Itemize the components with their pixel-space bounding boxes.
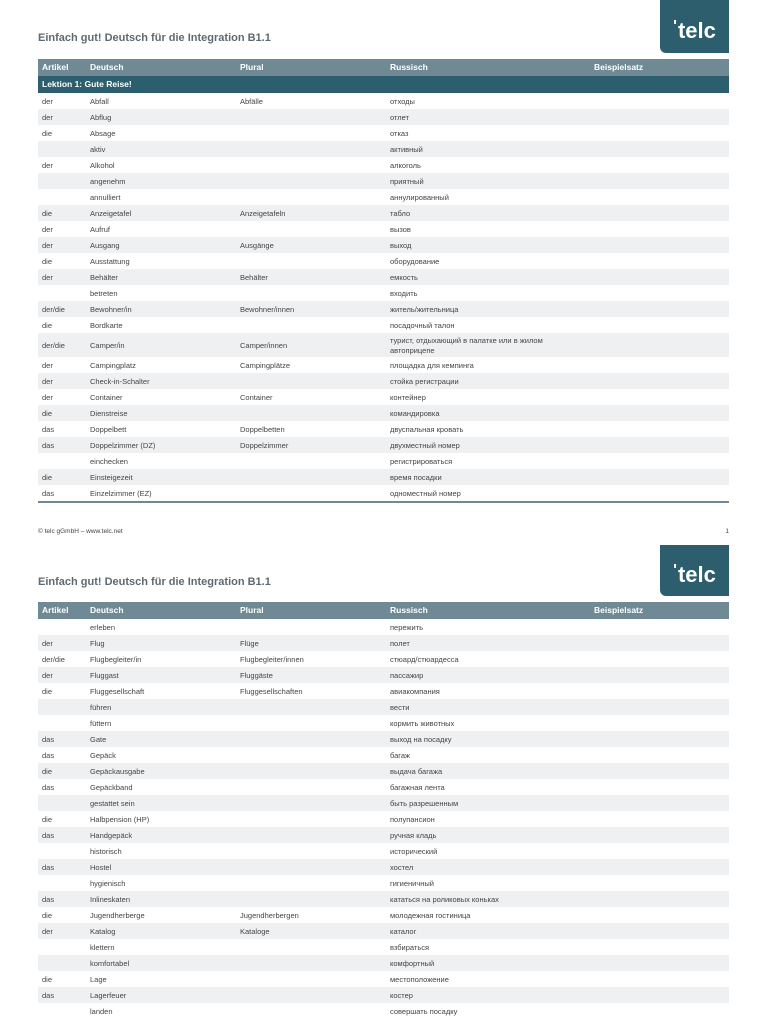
cell-russisch: багажная лента bbox=[390, 783, 445, 792]
cell-deutsch: Container bbox=[90, 393, 123, 402]
table-row bbox=[38, 205, 729, 221]
table-row bbox=[38, 301, 729, 317]
cell-russisch: двуспальная кровать bbox=[390, 425, 464, 434]
cell-russisch: оборудование bbox=[390, 257, 440, 266]
cell-deutsch: Camper/in bbox=[90, 341, 125, 350]
page-footer bbox=[38, 528, 729, 535]
logo-text: telc bbox=[677, 18, 716, 43]
cell-deutsch: Einzelzimmer (EZ) bbox=[90, 489, 152, 498]
cell-artikel: das bbox=[42, 441, 55, 450]
cell-artikel: das bbox=[42, 783, 55, 792]
cell-artikel: der bbox=[42, 97, 53, 106]
table-row bbox=[38, 173, 729, 189]
cell-russisch: пережить bbox=[390, 623, 424, 632]
cell-russisch: багаж bbox=[390, 751, 411, 760]
cell-deutsch: führen bbox=[90, 703, 112, 712]
cell-deutsch: Abfall bbox=[90, 97, 109, 106]
cell-russisch: контейнер bbox=[390, 393, 426, 402]
cell-artikel: die bbox=[42, 975, 53, 984]
cell-russisch: отказ bbox=[390, 129, 409, 138]
table-row bbox=[38, 125, 729, 141]
table-row bbox=[38, 651, 729, 667]
cell-deutsch: Ausstattung bbox=[90, 257, 130, 266]
cell-plural: Flugbegleiter/innen bbox=[240, 655, 304, 664]
table-row bbox=[38, 763, 729, 779]
table-row bbox=[38, 971, 729, 987]
table-row bbox=[38, 453, 729, 469]
table-row bbox=[38, 141, 729, 157]
header-artikel: Artikel bbox=[42, 605, 69, 615]
cell-artikel: die bbox=[42, 473, 53, 482]
cell-artikel: das bbox=[42, 751, 55, 760]
table-row bbox=[38, 747, 729, 763]
cell-artikel: die bbox=[42, 257, 53, 266]
header-plural: Plural bbox=[240, 605, 264, 615]
cell-deutsch: Check-in-Schalter bbox=[90, 377, 150, 386]
cell-plural: Camper/innen bbox=[240, 341, 288, 350]
document-title: Einfach gut! Deutsch für die Integration B1.1 bbox=[38, 576, 271, 588]
cell-artikel: die bbox=[42, 767, 53, 776]
table-row bbox=[38, 157, 729, 173]
cell-plural: Campingplätze bbox=[240, 361, 291, 370]
cell-deutsch: klettern bbox=[90, 943, 115, 952]
footer-copyright: © telc gGmbH – www.telc.net bbox=[38, 528, 123, 535]
cell-russisch: каталог bbox=[390, 927, 417, 936]
cell-deutsch: Lage bbox=[90, 975, 107, 984]
cell-russisch: выход bbox=[390, 241, 412, 250]
cell-plural: Ausgänge bbox=[240, 241, 274, 250]
cell-deutsch: Abflug bbox=[90, 113, 112, 122]
cell-deutsch: Bordkarte bbox=[90, 321, 123, 330]
telc-logo: 'telc bbox=[660, 0, 729, 53]
cell-plural: Doppelzimmer bbox=[240, 441, 289, 450]
cell-russisch: пассажир bbox=[390, 671, 424, 680]
cell-deutsch: annulliert bbox=[90, 193, 121, 202]
cell-deutsch: Anzeigetafel bbox=[90, 209, 132, 218]
cell-russisch: ручная кладь bbox=[390, 831, 437, 840]
cell-deutsch: Bewohner/in bbox=[90, 305, 132, 314]
table-body bbox=[38, 93, 729, 501]
cell-russisch: житель/жительница bbox=[390, 305, 459, 314]
cell-deutsch: Gepäckausgabe bbox=[90, 767, 145, 776]
cell-artikel: der/die bbox=[42, 655, 65, 664]
cell-artikel: der bbox=[42, 639, 53, 648]
cell-artikel: die bbox=[42, 911, 53, 920]
cell-deutsch: Lagerfeuer bbox=[90, 991, 127, 1000]
cell-plural: Flüge bbox=[240, 639, 259, 648]
table-header bbox=[38, 59, 729, 76]
cell-russisch: отлет bbox=[390, 113, 410, 122]
cell-russisch: полупансион bbox=[390, 815, 435, 824]
cell-russisch: исторический bbox=[390, 847, 438, 856]
cell-artikel: der bbox=[42, 393, 53, 402]
cell-plural: Abfälle bbox=[240, 97, 263, 106]
cell-artikel: das bbox=[42, 895, 55, 904]
cell-deutsch: gestattet sein bbox=[90, 799, 135, 808]
table-row bbox=[38, 715, 729, 731]
table-row bbox=[38, 285, 729, 301]
cell-deutsch: Hostel bbox=[90, 863, 112, 872]
cell-russisch: стойка регистрации bbox=[390, 377, 459, 386]
table-row bbox=[38, 955, 729, 971]
table-row bbox=[38, 731, 729, 747]
table-bottom-rule bbox=[38, 501, 729, 503]
header-deutsch: Deutsch bbox=[90, 605, 124, 615]
cell-deutsch: Alkohol bbox=[90, 161, 115, 170]
cell-plural: Kataloge bbox=[240, 927, 270, 936]
table-row bbox=[38, 189, 729, 205]
cell-artikel: der bbox=[42, 113, 53, 122]
table-row bbox=[38, 779, 729, 795]
table-row bbox=[38, 373, 729, 389]
table-row bbox=[38, 827, 729, 843]
cell-deutsch: Dienstreise bbox=[90, 409, 128, 418]
cell-russisch: командировка bbox=[390, 409, 440, 418]
cell-deutsch: Aufruf bbox=[90, 225, 111, 234]
cell-artikel: das bbox=[42, 831, 55, 840]
table-row bbox=[38, 253, 729, 269]
cell-russisch: костер bbox=[390, 991, 413, 1000]
cell-russisch: авиакомпания bbox=[390, 687, 440, 696]
cell-plural: Container bbox=[240, 393, 273, 402]
table-row bbox=[38, 421, 729, 437]
cell-artikel: die bbox=[42, 209, 53, 218]
cell-artikel: der bbox=[42, 927, 53, 936]
cell-artikel: der bbox=[42, 161, 53, 170]
cell-russisch: взбираться bbox=[390, 943, 430, 952]
table-row bbox=[38, 683, 729, 699]
page-2 bbox=[0, 545, 768, 1024]
cell-deutsch: historisch bbox=[90, 847, 122, 856]
cell-plural: Fluggesellschaften bbox=[240, 687, 303, 696]
cell-russisch: регистрироваться bbox=[390, 457, 453, 466]
table-row bbox=[38, 1003, 729, 1019]
page-number: 1 bbox=[725, 528, 729, 535]
cell-deutsch: aktiv bbox=[90, 145, 106, 154]
cell-deutsch: angenehm bbox=[90, 177, 126, 186]
cell-artikel: die bbox=[42, 129, 53, 138]
cell-deutsch: Gepäck bbox=[90, 751, 116, 760]
cell-artikel: der bbox=[42, 225, 53, 234]
cell-deutsch: Flugbegleiter/in bbox=[90, 655, 142, 664]
cell-russisch: турист, отдыхающий в палатке или в жилом автоприцепе bbox=[390, 336, 543, 355]
header-russisch: Russisch bbox=[390, 605, 428, 615]
table-row bbox=[38, 437, 729, 453]
table-row bbox=[38, 317, 729, 333]
cell-deutsch: Halbpension (HP) bbox=[90, 815, 150, 824]
header-artikel: Artikel bbox=[42, 62, 69, 72]
cell-deutsch: Ausgang bbox=[90, 241, 120, 250]
table-row bbox=[38, 93, 729, 109]
cell-deutsch: Gate bbox=[90, 735, 107, 744]
cell-deutsch: Flug bbox=[90, 639, 105, 648]
cell-deutsch: Doppelbett bbox=[90, 425, 127, 434]
table-body bbox=[38, 619, 729, 1019]
table-row bbox=[38, 843, 729, 859]
table-row bbox=[38, 619, 729, 635]
cell-deutsch: Inlineskaten bbox=[90, 895, 131, 904]
cell-artikel: die bbox=[42, 321, 53, 330]
cell-artikel: der/die bbox=[42, 305, 65, 314]
cell-russisch: аннулированный bbox=[390, 193, 449, 202]
cell-deutsch: hygienisch bbox=[90, 879, 126, 888]
cell-deutsch: füttern bbox=[90, 719, 112, 728]
cell-deutsch: Katalog bbox=[90, 927, 116, 936]
table-row bbox=[38, 811, 729, 827]
table-row bbox=[38, 389, 729, 405]
cell-deutsch: Handgepäck bbox=[90, 831, 133, 840]
cell-artikel: das bbox=[42, 489, 55, 498]
cell-deutsch: Absage bbox=[90, 129, 116, 138]
cell-deutsch: Einsteigezeit bbox=[90, 473, 133, 482]
cell-russisch: отходы bbox=[390, 97, 415, 106]
cell-russisch: комфортный bbox=[390, 959, 435, 968]
cell-russisch: кормить животных bbox=[390, 719, 455, 728]
cell-artikel: der bbox=[42, 361, 53, 370]
table-row bbox=[38, 699, 729, 715]
table-row bbox=[38, 667, 729, 683]
cell-russisch: выход на посадку bbox=[390, 735, 452, 744]
table-row bbox=[38, 221, 729, 237]
table-row bbox=[38, 109, 729, 125]
cell-russisch: алкоголь bbox=[390, 161, 421, 170]
cell-russisch: входить bbox=[390, 289, 418, 298]
header-plural: Plural bbox=[240, 62, 264, 72]
cell-artikel: die bbox=[42, 409, 53, 418]
table-row bbox=[38, 269, 729, 285]
cell-russisch: совершать посадку bbox=[390, 1007, 458, 1016]
cell-deutsch: erleben bbox=[90, 623, 116, 632]
table-row bbox=[38, 923, 729, 939]
cell-plural: Anzeigetafeln bbox=[240, 209, 286, 218]
cell-russisch: площадка для кемпинга bbox=[390, 361, 474, 370]
table-row bbox=[38, 875, 729, 891]
cell-russisch: стюард/стюардесса bbox=[390, 655, 459, 664]
cell-plural: Jugendherbergen bbox=[240, 911, 299, 920]
cell-artikel: das bbox=[42, 991, 55, 1000]
header-beispielsatz: Beispielsatz bbox=[594, 62, 644, 72]
cell-russisch: молодежная гостиница bbox=[390, 911, 471, 920]
table-row bbox=[38, 987, 729, 1003]
cell-russisch: вызов bbox=[390, 225, 411, 234]
header-deutsch: Deutsch bbox=[90, 62, 124, 72]
vocabulary-table bbox=[38, 602, 729, 1019]
cell-russisch: время посадки bbox=[390, 473, 442, 482]
cell-deutsch: Jugendherberge bbox=[90, 911, 145, 920]
logo-text: telc bbox=[677, 562, 716, 587]
cell-deutsch: Doppelzimmer (DZ) bbox=[90, 441, 156, 450]
cell-russisch: вести bbox=[390, 703, 410, 712]
header-beispielsatz: Beispielsatz bbox=[594, 605, 644, 615]
cell-russisch: табло bbox=[390, 209, 411, 218]
table-row bbox=[38, 891, 729, 907]
cell-plural: Bewohner/innen bbox=[240, 305, 295, 314]
cell-russisch: хостел bbox=[390, 863, 414, 872]
table-header bbox=[38, 602, 729, 619]
table-row bbox=[38, 237, 729, 253]
cell-plural: Doppelbetten bbox=[240, 425, 285, 434]
cell-russisch: быть разрешенным bbox=[390, 799, 459, 808]
table-row bbox=[38, 907, 729, 923]
cell-russisch: кататься на роликовых коньках bbox=[390, 895, 499, 904]
cell-artikel: der bbox=[42, 671, 53, 680]
table-row bbox=[38, 859, 729, 875]
cell-artikel: das bbox=[42, 425, 55, 434]
cell-russisch: приятный bbox=[390, 177, 424, 186]
table-row bbox=[38, 357, 729, 373]
cell-deutsch: einchecken bbox=[90, 457, 128, 466]
vocabulary-table bbox=[38, 59, 729, 503]
table-row bbox=[38, 485, 729, 501]
cell-deutsch: Gepäckband bbox=[90, 783, 133, 792]
cell-artikel: der bbox=[42, 241, 53, 250]
cell-artikel: der/die bbox=[42, 341, 65, 350]
cell-deutsch: Campingplatz bbox=[90, 361, 136, 370]
cell-russisch: полет bbox=[390, 639, 410, 648]
cell-russisch: местоположение bbox=[390, 975, 449, 984]
cell-deutsch: Behälter bbox=[90, 273, 118, 282]
cell-deutsch: betreten bbox=[90, 289, 118, 298]
cell-artikel: das bbox=[42, 735, 55, 744]
table-row bbox=[38, 939, 729, 955]
cell-plural: Fluggäste bbox=[240, 671, 273, 680]
table-row bbox=[38, 635, 729, 651]
cell-russisch: двухместный номер bbox=[390, 441, 460, 450]
cell-russisch: одноместный номер bbox=[390, 489, 461, 498]
header-russisch: Russisch bbox=[390, 62, 428, 72]
cell-deutsch: landen bbox=[90, 1007, 113, 1016]
table-row bbox=[38, 795, 729, 811]
cell-artikel: die bbox=[42, 687, 53, 696]
cell-artikel: die bbox=[42, 815, 53, 824]
cell-artikel: der bbox=[42, 273, 53, 282]
cell-artikel: das bbox=[42, 863, 55, 872]
lesson-heading: Lektion 1: Gute Reise! bbox=[38, 76, 729, 93]
cell-russisch: активный bbox=[390, 145, 423, 154]
cell-russisch: выдача багажа bbox=[390, 767, 443, 776]
cell-plural: Behälter bbox=[240, 273, 268, 282]
cell-deutsch: komfortabel bbox=[90, 959, 130, 968]
table-row bbox=[38, 405, 729, 421]
cell-russisch: посадочный талон bbox=[390, 321, 455, 330]
cell-russisch: гигиеничный bbox=[390, 879, 434, 888]
document-title: Einfach gut! Deutsch für die Integration B1.1 bbox=[38, 32, 271, 44]
table-row bbox=[38, 333, 729, 357]
cell-artikel: der bbox=[42, 377, 53, 386]
cell-deutsch: Fluggesellschaft bbox=[90, 687, 145, 696]
telc-logo: 'telc bbox=[660, 545, 729, 596]
cell-deutsch: Fluggast bbox=[90, 671, 119, 680]
table-row bbox=[38, 469, 729, 485]
cell-russisch: емкость bbox=[390, 273, 418, 282]
